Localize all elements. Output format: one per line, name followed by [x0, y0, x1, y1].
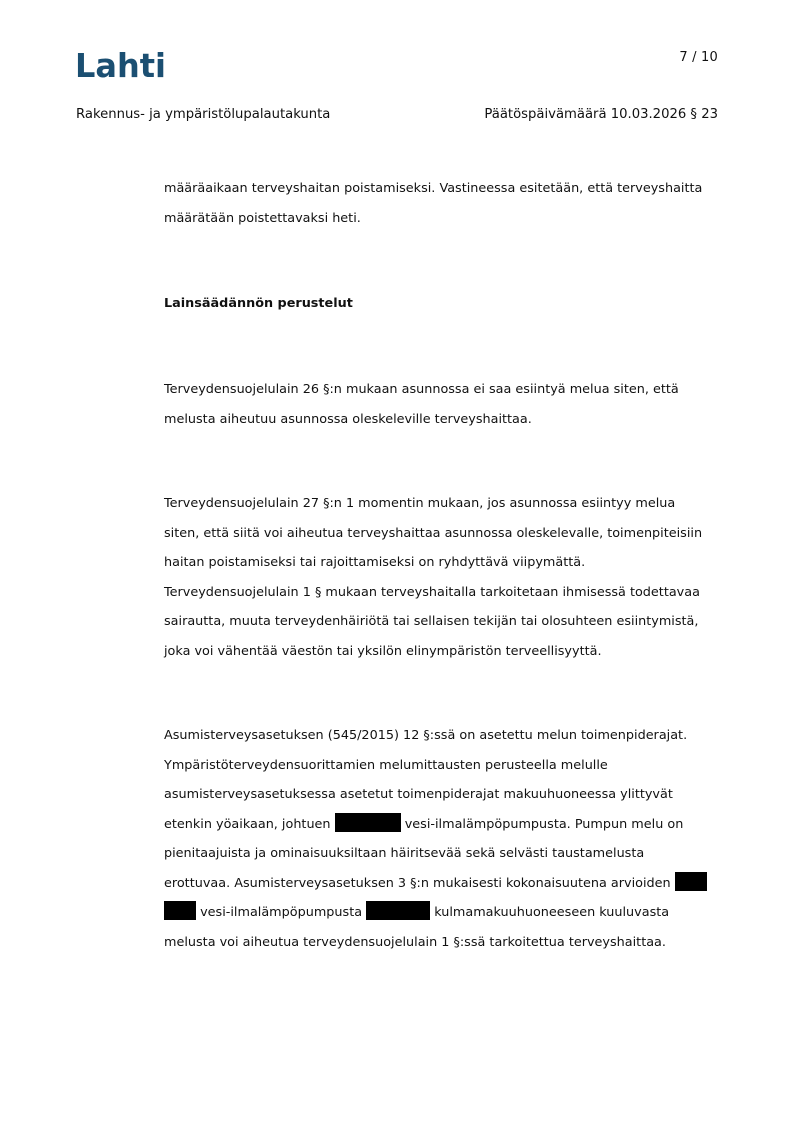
heading-text: Lainsäädännön perustelut	[164, 296, 353, 311]
text-fragment: vesi-ilmalämpöpumpusta. Pumpun melu on	[404, 816, 684, 832]
redaction-block	[164, 901, 196, 920]
text-line: Terveydensuojelulain 27 §:n 1 momentin mukaan, jos asunnossa esiintyy melua	[164, 496, 676, 511]
text-line	[164, 898, 717, 928]
section-heading	[164, 289, 717, 319]
page-number: 7 / 10	[679, 50, 718, 65]
text-line: haitan poistamiseksi tai rajoittamiseksi on ryhdyttävä viipymättä.	[164, 555, 586, 570]
decision-date: Päätöspäivämäärä 10.03.2026 § 23	[484, 107, 718, 122]
committee-name: Rakennus- ja ympäristölupalautakunta	[76, 107, 331, 122]
lahti-logo	[75, 46, 167, 82]
text-fragment: vesi-ilmalämpöpumpusta	[200, 905, 363, 920]
paragraph-4	[164, 721, 717, 957]
text-line: joka voi vähentää väestön tai yksilön elinympäristön terveellisyyttä.	[164, 643, 602, 659]
text-line: määräaikaan terveyshaitan poistamiseksi. Vastineessa esitetään, että terveyshaitta	[164, 181, 703, 196]
text-line: Ympäristöterveydensuorittamien melumittausten perusteella melulle	[164, 757, 608, 773]
text-fragment: kulmamakuuhuoneeseen kuuluvasta	[434, 905, 670, 920]
text-line: Terveydensuojelulain 1 § mukaan terveyshaitalla tarkoitetaan ihmisessä todettavaa	[164, 584, 700, 600]
paragraph-3	[164, 489, 717, 666]
text-fragment: erottuvaa. Asumisterveysasetuksen 3 §:n mukaisesti kokonaisuutena arvioiden	[164, 875, 671, 891]
text-line	[164, 810, 717, 840]
paragraph-1	[164, 174, 717, 233]
text-line: pienitaajuista ja ominaisuuksiltaan häiritsevää sekä selvästi taustamelusta	[164, 846, 645, 861]
text-line: määrätään poistettavaksi heti.	[164, 210, 361, 226]
redaction-block	[366, 901, 430, 920]
redaction-block	[335, 813, 401, 832]
redaction-block	[675, 872, 707, 891]
svg-text:Lahti: Lahti	[75, 46, 166, 82]
text-line: Asumisterveysasetuksen (545/2015) 12 §:ssä on asetettu melun toimenpiderajat.	[164, 728, 688, 743]
text-line: siten, että siitä voi aiheutua terveyshaittaa asunnossa oleskelevalle, toimenpiteisiin	[164, 525, 703, 541]
text-line: Terveydensuojelulain 26 §:n mukaan asunnossa ei saa esiintyä melua siten, että	[164, 382, 679, 397]
text-line: asumisterveysasetuksessa asetetut toimenpiderajat makuuhuoneessa ylittyvät	[164, 787, 673, 802]
text-fragment: etenkin yöaikaan, johtuen	[164, 816, 331, 832]
paragraph-2	[164, 375, 717, 434]
text-line: melusta voi aiheutua terveydensuojelulain 1 §:ssä tarkoitettua terveyshaittaa.	[164, 934, 666, 950]
text-line: melusta aiheutuu asunnossa oleskeleville terveyshaittaa.	[164, 411, 532, 427]
text-line	[164, 869, 717, 899]
text-line: sairautta, muuta terveydenhäiriötä tai sellaisen tekijän tai olosuhteen esiintymistä,	[164, 614, 699, 629]
